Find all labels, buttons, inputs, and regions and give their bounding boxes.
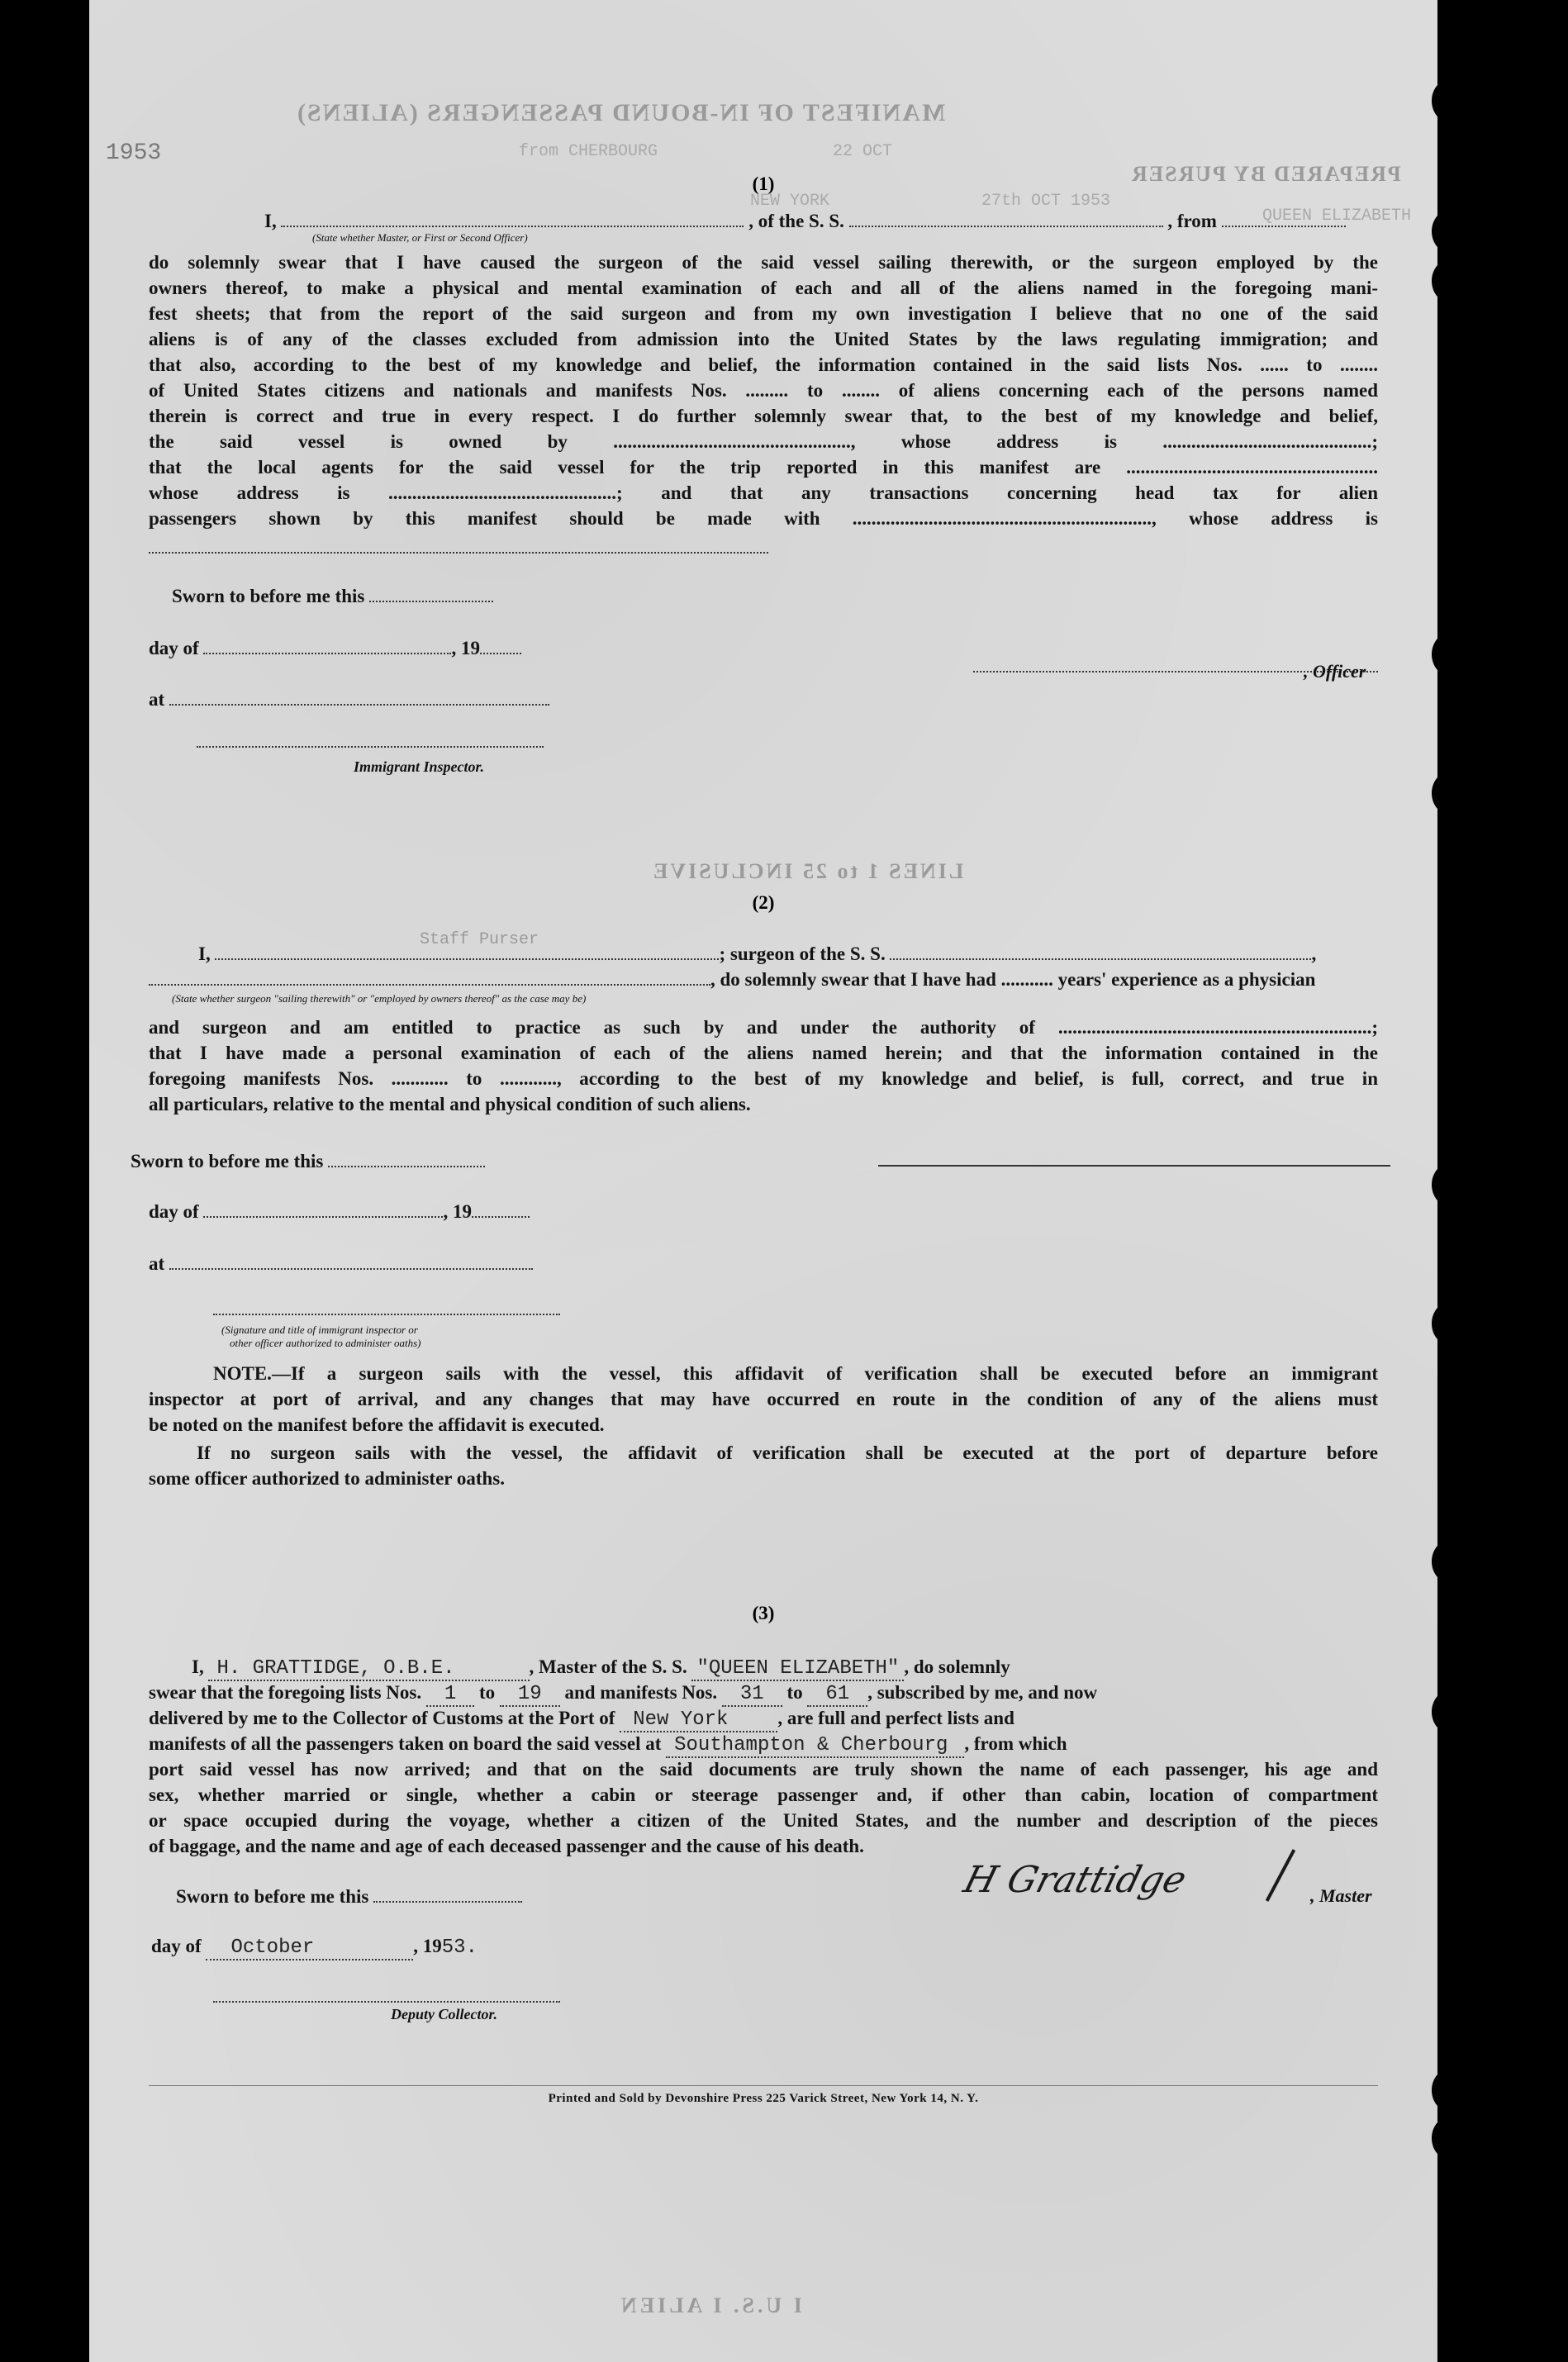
inspector-label: Immigrant Inspector. <box>354 758 485 775</box>
note-line-4: If no surgeon sails with the vessel, the affidavit of verification shall be executed at the port of departure before <box>197 1442 1378 1463</box>
section1-day: day of , 19 <box>149 635 521 661</box>
section2-line-4: all particulars, relative to the mental and physical condition of such aliens. <box>149 1094 751 1114</box>
section2-sworn: Sworn to before me this <box>131 1148 485 1174</box>
section1-line-1: do solemnly swear that I have caused the surgeon of the said vessel sailing therewith, or the surgeon employed by the <box>149 252 1378 273</box>
punch-hole <box>1432 1163 1468 1206</box>
section3-line-4: manifests of all the passengers taken on board the said vessel at Southampton & Cherbourg , from which <box>149 1733 1067 1756</box>
punch-hole <box>1432 1690 1468 1733</box>
section2-line-2: that I have made a personal examination of each of the aliens named herein; and that the information contained in the <box>149 1043 1378 1063</box>
sig-note-2: other officer authorized to administer oaths) <box>230 1337 421 1349</box>
section3-line-7: or space occupied during the voyage, whether a citizen of the United States, and the number and description of the pieces <box>149 1810 1378 1831</box>
master-signature: H Grattidge <box>959 1859 1191 1901</box>
section1-line-11: passengers shown by this manifest should be made with ..............................................................., whose address is <box>149 508 1378 529</box>
officer-label: , Officer <box>1304 661 1366 682</box>
punch-hole <box>1432 1302 1468 1345</box>
note-line-5: some officer authorized to administer oaths. <box>149 1468 505 1489</box>
section1-opening: I, , of the S. S. , from <box>149 208 1378 234</box>
printer-credit: Printed and Sold by Devonshire Press 225 Varick Street, New York 14, N. Y. <box>548 2092 979 2105</box>
manifest-page <box>89 0 1437 2362</box>
footer-stamp: I U.S. I ALIEN <box>618 2293 802 2317</box>
note-line-3: be noted on the manifest before the affidavit is executed. <box>149 1414 605 1435</box>
section1-line-5: that also, according to the best of my knowledge and belief, the information contained in the said lists Nos. ...... to ........ <box>149 354 1378 375</box>
punch-hole <box>1432 633 1468 676</box>
stamp-arrival: NEW YORK <box>750 192 830 211</box>
section1-sworn: Sworn to before me this <box>172 583 493 609</box>
reversed-title: MANIFEST OF IN-BOUND PASSENGERS (ALIENS) <box>296 99 946 126</box>
section1-line-7: therein is correct and true in every respect. I do further solemnly swear that, to the best of my knowledge and belief, <box>149 406 1378 426</box>
section1-line-10: whose address is ................................................; and that any transactions concerning head tax for alien <box>149 482 1378 503</box>
section1-state-note: (State whether Master, or First or Second Officer) <box>312 231 528 244</box>
section1-line-6: of United States citizens and nationals and manifests Nos. ......... to ........ of aliens concerning each of the persons named <box>149 380 1378 401</box>
section3-line-6: sex, whether married or single, whether a cabin or steerage passenger and, if other than cabin, location of compartment <box>149 1785 1378 1805</box>
section1-line-8: the said vessel is owned by .................................................., whose address is ............................................; <box>149 431 1378 452</box>
note-line-1: NOTE.—If a surgeon sails with the vessel, this affidavit of verification shall be executed before an immigrant <box>213 1363 1378 1384</box>
punch-hole <box>1432 259 1468 302</box>
section2-faint-name: Staff Purser <box>420 930 539 949</box>
note-line-2: inspector at port of arrival, and any changes that may have occurred en route in the condition of any of the aliens must <box>149 1389 1378 1409</box>
section1-line-2: owners thereof, to make a physical and mental examination of each and all of the aliens named in the foregoing mani- <box>149 278 1378 298</box>
section3-number: (3) <box>752 1603 775 1623</box>
section1-at: at <box>149 687 549 712</box>
punch-hole <box>1432 2117 1468 2160</box>
section3-line-8: of baggage, and the name and age of each deceased passenger and the cause of his death. <box>149 1836 864 1856</box>
section2-state-note: (State whether surgeon "sailing therewith" or "employed by owners thereof" as the case may be) <box>172 992 587 1005</box>
reversed-prepared: PREPARED BY PURSER <box>1130 162 1401 186</box>
section2-opening: I, ; surgeon of the S. S. , <box>198 943 1317 964</box>
section3-day: day of October , 1953. <box>151 1936 478 1959</box>
section1-number: (1) <box>752 173 775 194</box>
section3-line-5: port said vessel has now arrived; and that on the said documents are truly shown the name of each passenger, his age and <box>149 1759 1378 1780</box>
section2-line-1: and surgeon and am entitled to practice as such by and under the authority of ..................................................................; <box>149 1017 1378 1038</box>
section2-number: (2) <box>752 892 775 913</box>
stamp-date: 22 OCT <box>833 142 893 161</box>
section3-line-1: I, H. GRATTIDGE, O.B.E. , Master of the S. S. "QUEEN ELIZABETH" , do solemnly <box>192 1656 1010 1680</box>
punch-hole <box>1432 2069 1468 2112</box>
punch-hole <box>1432 79 1468 122</box>
stamp-from: from CHERBOURG <box>519 142 658 161</box>
master-label: , Master <box>1310 1885 1372 1906</box>
punch-hole <box>1432 1540 1468 1583</box>
stamp-year: 1953 <box>106 140 162 166</box>
deputy-label: Deputy Collector. <box>391 2006 497 2022</box>
punch-hole <box>1432 772 1468 815</box>
punch-hole <box>1432 210 1468 253</box>
section2-day: day of , 19 <box>149 1199 530 1224</box>
section1-line-9: that the local agents for the said vessel for the trip reported in this manifest are ..................................................... <box>149 457 1378 478</box>
section3-sworn: Sworn to before me this <box>176 1884 522 1909</box>
section3-line-2: swear that the foregoing lists Nos. 1 to 19 and manifests Nos. 31 to 61 , subscribed by me, and now <box>149 1682 1098 1705</box>
sig-note-1: (Signature and title of immigrant inspector or <box>221 1324 418 1336</box>
stamp-arrival-date: 27th OCT 1953 <box>981 192 1111 211</box>
section2-line-3: foregoing manifests Nos. ............ to ............, according to the best of my knowledge and belief, is full, correct, and true in <box>149 1068 1378 1089</box>
section2-at: at <box>149 1251 533 1276</box>
faint-lines-stamp: LINES 1 to 25 INCLUSIVE <box>651 859 964 883</box>
section1-line-4: aliens is of any of the classes excluded from admission into the United States by the laws regulating immigration; and <box>149 329 1378 349</box>
section3-line-3: delivered by me to the Collector of Customs at the Port of New York , are full and perfect lists and <box>149 1708 1014 1731</box>
stamp-ship: QUEEN ELIZABETH <box>1262 207 1412 226</box>
section1-line-3: fest sheets; that from the report of the said surgeon and from my own investigation I believe that no one of the said <box>149 303 1378 324</box>
section2-swear: , do solemnly swear that I have had ........... years' experience as a physician <box>149 967 1378 992</box>
